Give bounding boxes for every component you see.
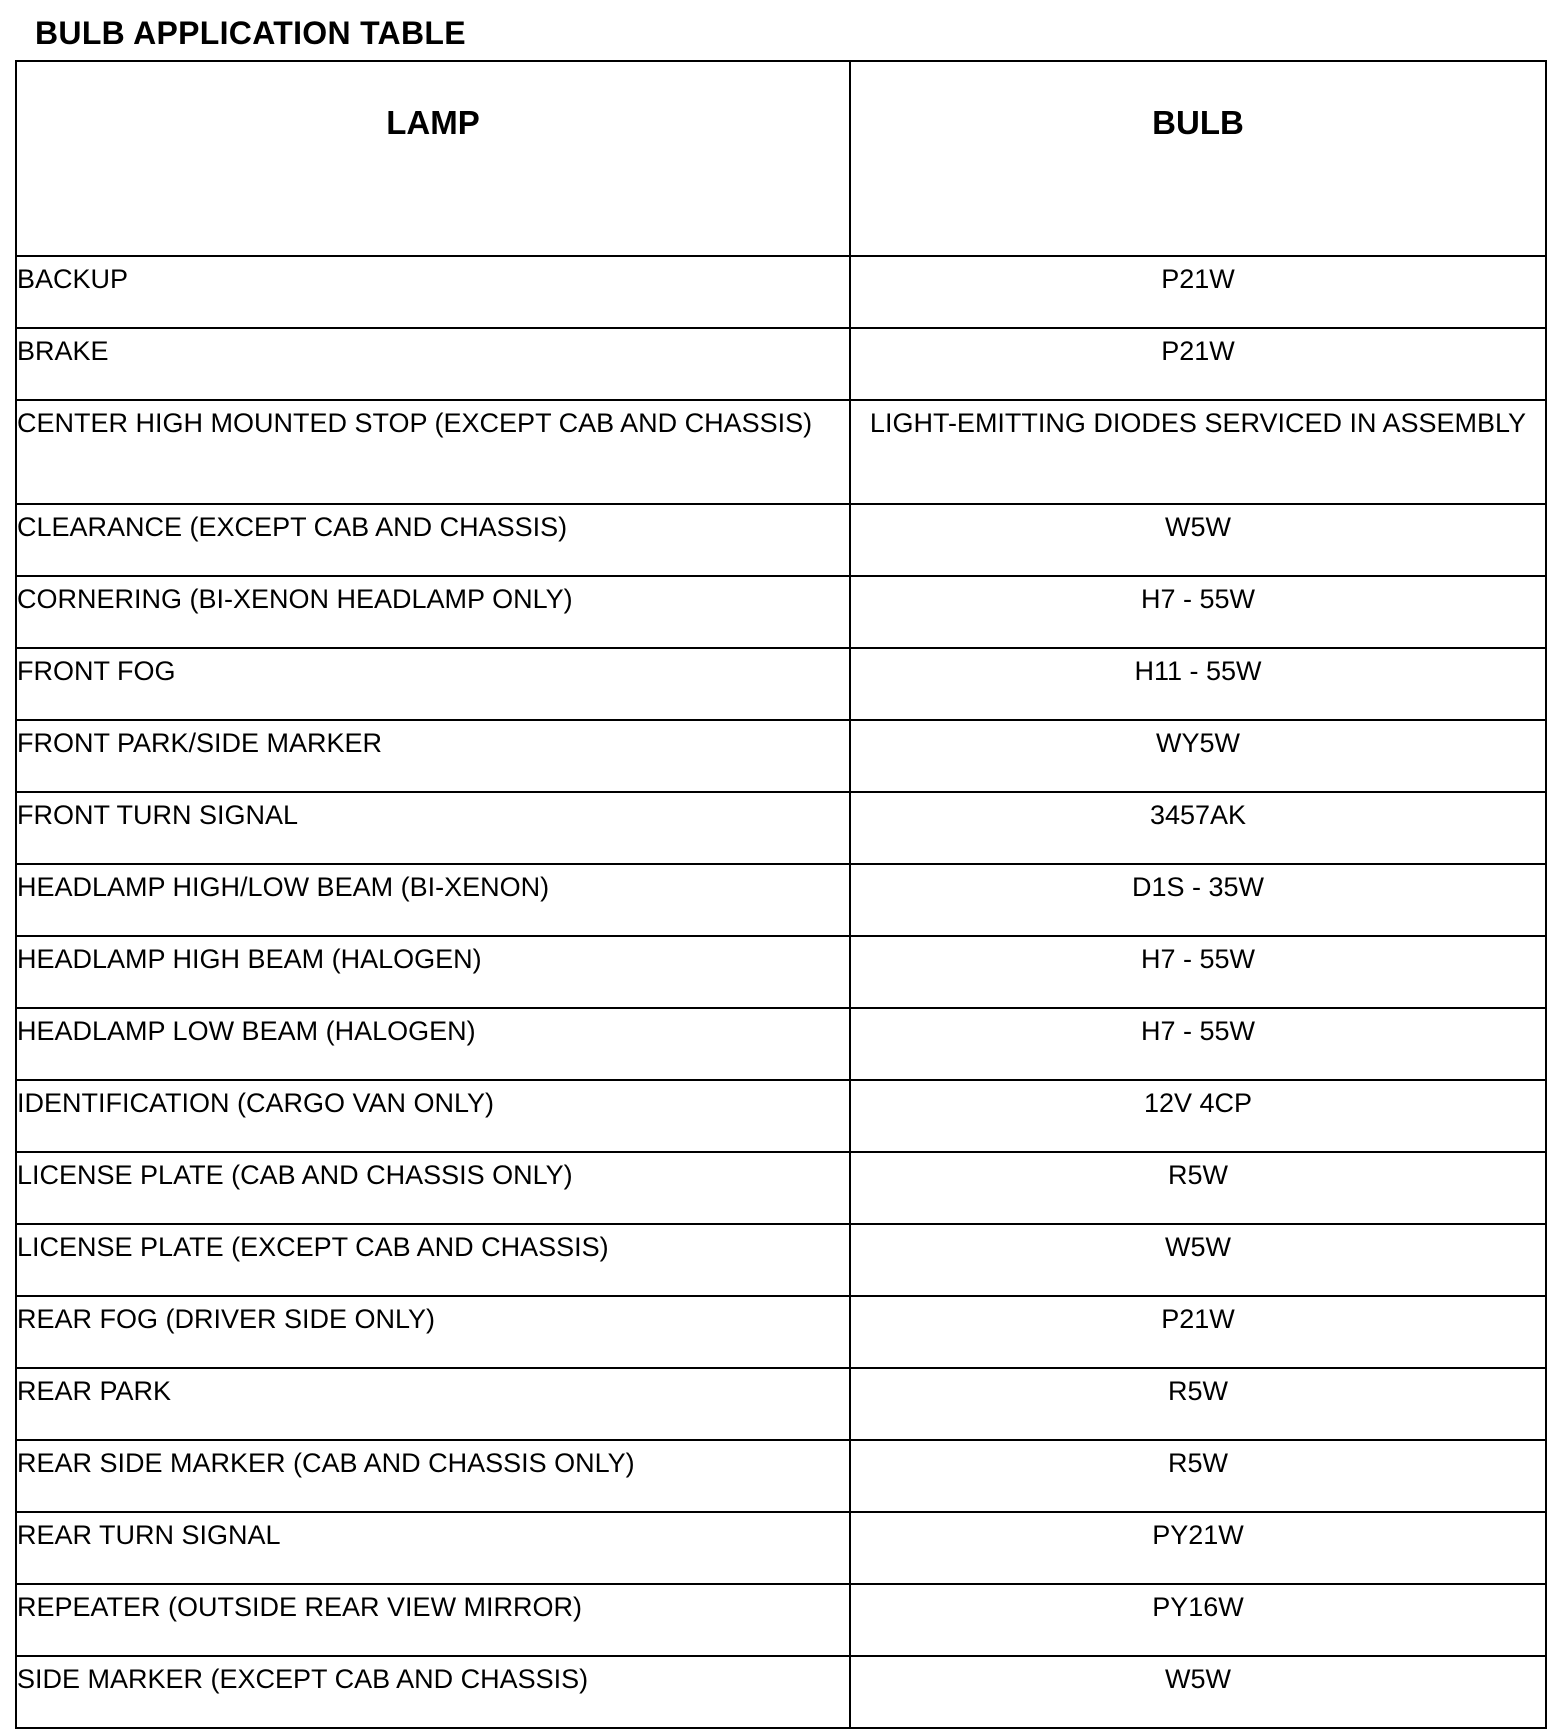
table-row [16, 1152, 1546, 1224]
table-row [16, 256, 1546, 328]
lamp-cell: CORNERING (BI-XENON HEADLAMP ONLY) [16, 576, 850, 648]
lamp-cell: HEADLAMP HIGH/LOW BEAM (BI-XENON) [16, 864, 850, 936]
lamp-cell: REAR PARK [16, 1368, 850, 1440]
page-title: BULB APPLICATION TABLE [35, 15, 466, 51]
lamp-cell: FRONT FOG [16, 648, 850, 720]
bulb-column-header: BULB [850, 61, 1546, 256]
lamp-cell: CENTER HIGH MOUNTED STOP (EXCEPT CAB AND CHASSIS) [16, 400, 850, 504]
bulb-cell: R5W [850, 1152, 1546, 1224]
bulb-cell: D1S - 35W [850, 864, 1546, 936]
lamp-cell: REPEATER (OUTSIDE REAR VIEW MIRROR) [16, 1584, 850, 1656]
lamp-cell: BRAKE [16, 328, 850, 400]
bulb-cell: P21W [850, 328, 1546, 400]
bulb-cell: H7 - 55W [850, 1008, 1546, 1080]
bulb-cell: W5W [850, 1224, 1546, 1296]
table-row [16, 1440, 1546, 1512]
lamp-column-header: LAMP [16, 61, 850, 256]
lamp-cell: HEADLAMP HIGH BEAM (HALOGEN) [16, 936, 850, 1008]
lamp-cell: LICENSE PLATE (EXCEPT CAB AND CHASSIS) [16, 1224, 850, 1296]
lamp-cell: REAR TURN SIGNAL [16, 1512, 850, 1584]
table-row [16, 1224, 1546, 1296]
lamp-cell: REAR FOG (DRIVER SIDE ONLY) [16, 1296, 850, 1368]
bulb-cell: H7 - 55W [850, 576, 1546, 648]
bulb-cell: PY16W [850, 1584, 1546, 1656]
lamp-cell: BACKUP [16, 256, 850, 328]
lamp-cell: IDENTIFICATION (CARGO VAN ONLY) [16, 1080, 850, 1152]
bulb-cell: R5W [850, 1440, 1546, 1512]
bulb-cell: W5W [850, 504, 1546, 576]
table-row [16, 1296, 1546, 1368]
table-row [16, 792, 1546, 864]
bulb-cell: PY21W [850, 1512, 1546, 1584]
table-row [16, 1512, 1546, 1584]
table-row [16, 1080, 1546, 1152]
table-row [16, 720, 1546, 792]
header-row [16, 61, 1546, 256]
bulb-cell: H11 - 55W [850, 648, 1546, 720]
bulb-cell: H7 - 55W [850, 936, 1546, 1008]
table-row [16, 400, 1546, 504]
table-row [16, 1656, 1546, 1728]
lamp-cell: HEADLAMP LOW BEAM (HALOGEN) [16, 1008, 850, 1080]
table-row [16, 576, 1546, 648]
table-row [16, 648, 1546, 720]
table-row [16, 936, 1546, 1008]
table-row [16, 1008, 1546, 1080]
lamp-cell: CLEARANCE (EXCEPT CAB AND CHASSIS) [16, 504, 850, 576]
bulb-cell: LIGHT-EMITTING DIODES SERVICED IN ASSEMBLY [850, 400, 1546, 504]
table-row [16, 864, 1546, 936]
bulb-cell: 12V 4CP [850, 1080, 1546, 1152]
bulb-application-table [15, 60, 1547, 1729]
table-row [16, 1368, 1546, 1440]
table-row [16, 504, 1546, 576]
bulb-cell: W5W [850, 1656, 1546, 1728]
bulb-cell: WY5W [850, 720, 1546, 792]
bulb-cell: P21W [850, 1296, 1546, 1368]
table-row [16, 1584, 1546, 1656]
lamp-cell: REAR SIDE MARKER (CAB AND CHASSIS ONLY) [16, 1440, 850, 1512]
table-header [16, 61, 1546, 256]
lamp-cell: FRONT TURN SIGNAL [16, 792, 850, 864]
table-body [16, 256, 1546, 1728]
table-row [16, 328, 1546, 400]
bulb-cell: 3457AK [850, 792, 1546, 864]
lamp-cell: SIDE MARKER (EXCEPT CAB AND CHASSIS) [16, 1656, 850, 1728]
bulb-cell: R5W [850, 1368, 1546, 1440]
lamp-cell: FRONT PARK/SIDE MARKER [16, 720, 850, 792]
bulb-cell: P21W [850, 256, 1546, 328]
lamp-cell: LICENSE PLATE (CAB AND CHASSIS ONLY) [16, 1152, 850, 1224]
